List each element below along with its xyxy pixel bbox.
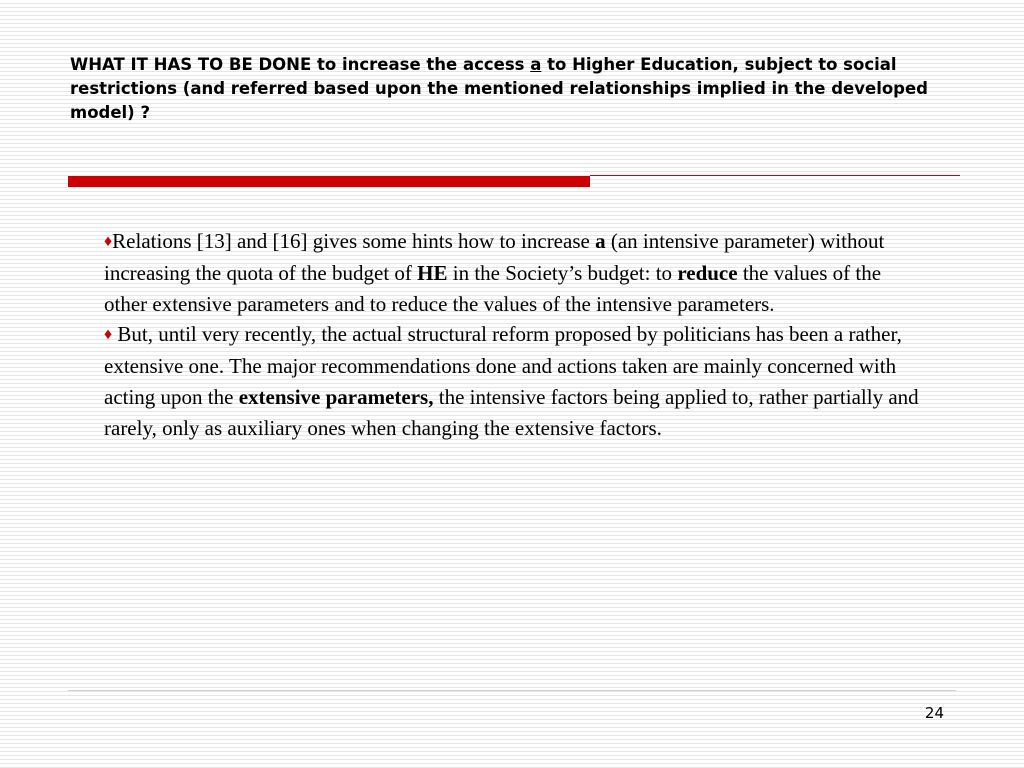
slide-title bbox=[70, 53, 950, 125]
paragraph-reform-bold-extensive: extensive parameters, bbox=[238, 384, 434, 409]
paragraph-relations-text-2: (an intensive parameter) without increasing the quota of the budget of bbox=[104, 229, 885, 285]
paragraph-relations-text-4: the values of the other extensive parameters and to reduce the values of the intensive parameters. bbox=[104, 260, 882, 316]
slide-body bbox=[104, 226, 924, 444]
paragraph-reform bbox=[104, 319, 924, 443]
diamond-bullet-icon: ♦ bbox=[104, 326, 113, 344]
diamond-bullet-icon: ♦ bbox=[104, 233, 113, 250]
slide-title-text-1: to increase the access bbox=[311, 55, 531, 74]
slide-title-underlined-a: a bbox=[530, 55, 542, 74]
paragraph-relations-bold-he: HE bbox=[417, 260, 448, 285]
paragraph-relations-text-3: in the Society’s budget: to bbox=[447, 260, 678, 285]
paragraph-reform-text-2: the intensive factors being applied to, rather partially and rarely, only as auxiliary ones when changing the extensive factors. bbox=[104, 384, 919, 440]
paragraph-relations bbox=[104, 226, 924, 319]
paragraph-relations-text-1: Relations [13] and [16] gives some hints how to increase bbox=[112, 229, 596, 253]
title-divider-thick bbox=[68, 176, 590, 187]
paragraph-relations-bold-reduce: reduce bbox=[677, 260, 738, 285]
slide-title-text-2: to Higher Education, subject to social restrictions (and referred based upon the mentioned relationships implied in the developed model) ? bbox=[70, 55, 928, 122]
page-number: 24 bbox=[924, 704, 944, 722]
title-divider-thin bbox=[590, 175, 960, 176]
slide-title-bold: WHAT IT HAS TO BE DONE bbox=[70, 55, 312, 74]
paragraph-relations-bold-a: a bbox=[595, 229, 606, 253]
paragraph-reform-text-1: But, until very recently, the actual structural reform proposed by politicians has been a rather, extensive one. The major recommendations done and actions taken are mainly concerned with acting upon the bbox=[104, 322, 902, 409]
footer-divider bbox=[68, 690, 956, 691]
